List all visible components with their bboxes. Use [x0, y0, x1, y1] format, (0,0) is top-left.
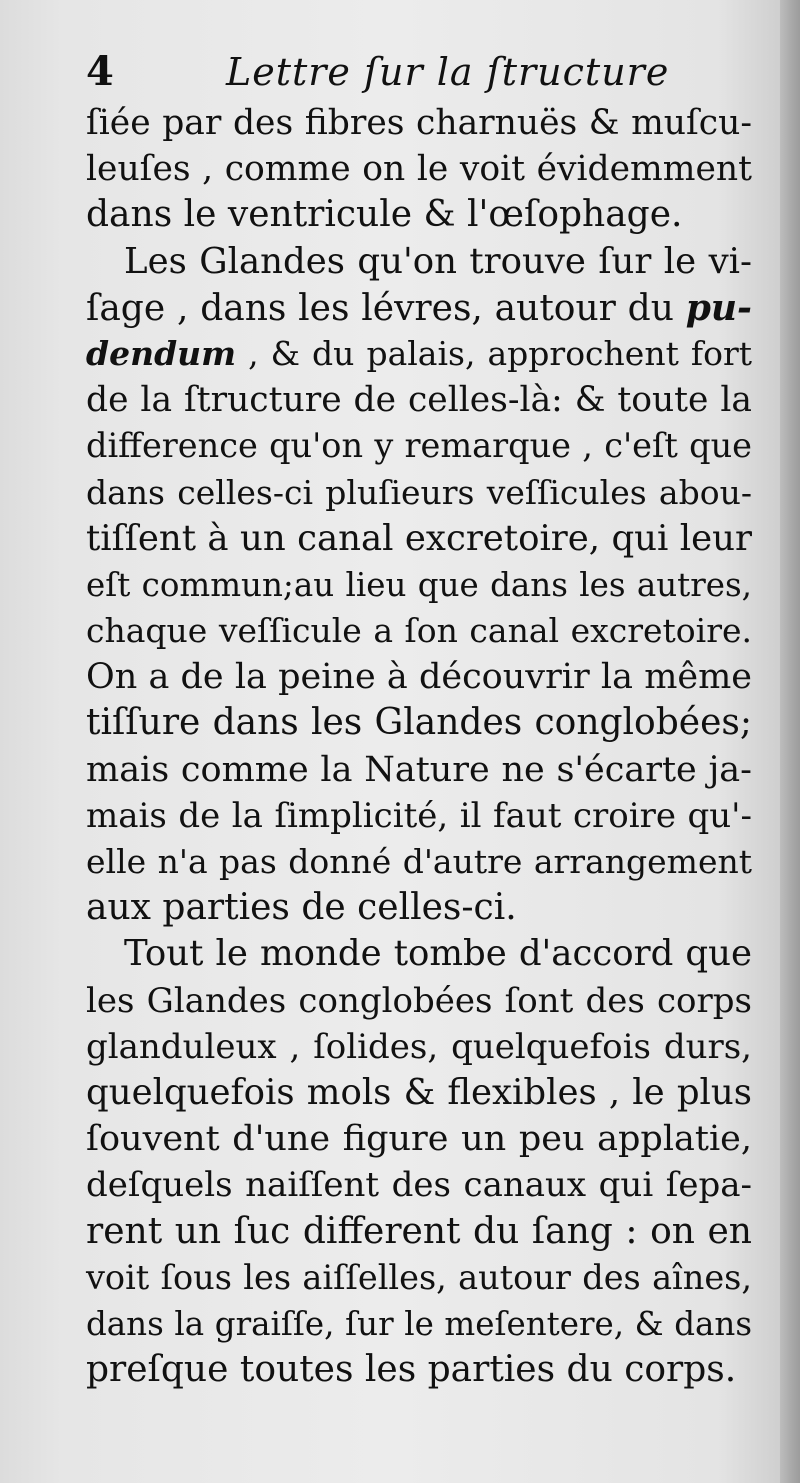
- italic-word: pu-: [685, 286, 752, 329]
- text-line: quelquefois mols & flexibles , le plus: [86, 1071, 752, 1113]
- text-line: tiſſure dans les Glandes conglobées;: [86, 702, 752, 744]
- page-edge: [780, 0, 800, 1483]
- text-line: ſouvent d'une figure un peu applatie,: [86, 1119, 752, 1160]
- text-line: preſque toutes les parties du corps.: [86, 1349, 737, 1391]
- text-line: rent un ſuc different du ſang : on en: [86, 1210, 752, 1252]
- text-line: On a de la peine à découvrir la même: [86, 657, 752, 698]
- paragraph-start-line: Tout le monde tombe d'accord que: [124, 933, 752, 975]
- running-title: Lettre ſur la ſtructure: [226, 50, 670, 94]
- text-line: glanduleux , ſolides, quelquefois durs,: [86, 1026, 752, 1067]
- text-line: tiſſent à un canal excretoire, qui leur: [86, 517, 752, 559]
- text-line: dans la graiſſe, ſur le meſentere, & dans: [86, 1304, 752, 1343]
- page-header: [86, 46, 746, 98]
- text-line: aux parties de celles-ci.: [86, 887, 517, 929]
- text-line: deſquels naiſſent des canaux qui ſepa-: [86, 1165, 752, 1206]
- text-segment: ſage , dans les lévres, autour du: [86, 287, 686, 329]
- text-line: dans le ventricule & l'œſophage.: [86, 194, 683, 236]
- text-line: dans celles-ci pluſieurs veſſicules abou-: [86, 472, 752, 512]
- text-line: ſiée par des fibres charnuës & muſcu-: [86, 103, 752, 143]
- text-line: de la ſtructure de celles-là: & toute la: [86, 380, 752, 421]
- text-line: chaque veſſicule a ſon canal excretoire.: [86, 611, 752, 651]
- text-line: mais de la ſimplicité, il faut croire qu'-: [86, 795, 752, 836]
- text-line: [86, 285, 752, 331]
- text-line: difference qu'on y remarque , c'eſt que: [86, 426, 752, 466]
- text-segment: , & du palais, approchent fort: [236, 333, 752, 373]
- paragraph-start-line: Les Glandes qu'on trouve ſur le vi-: [124, 240, 752, 282]
- text-line: elle n'a pas donné d'autre arrangement: [86, 842, 752, 881]
- italic-word: dendum: [86, 333, 237, 373]
- text-line: eſt commun;au lieu que dans les autres,: [86, 565, 752, 604]
- text-line: mais comme la Nature ne s'écarte ja-: [86, 749, 752, 790]
- text-line: [86, 331, 752, 377]
- text-line: les Glandes conglobées ſont des corps: [86, 980, 752, 1021]
- text-line: leuſes , comme on le voit évidemment: [86, 149, 752, 190]
- body-text: [86, 100, 752, 1393]
- page-number: 4: [86, 48, 114, 95]
- text-line: voit ſous les aiſſelles, autour des aînes,: [86, 1257, 752, 1297]
